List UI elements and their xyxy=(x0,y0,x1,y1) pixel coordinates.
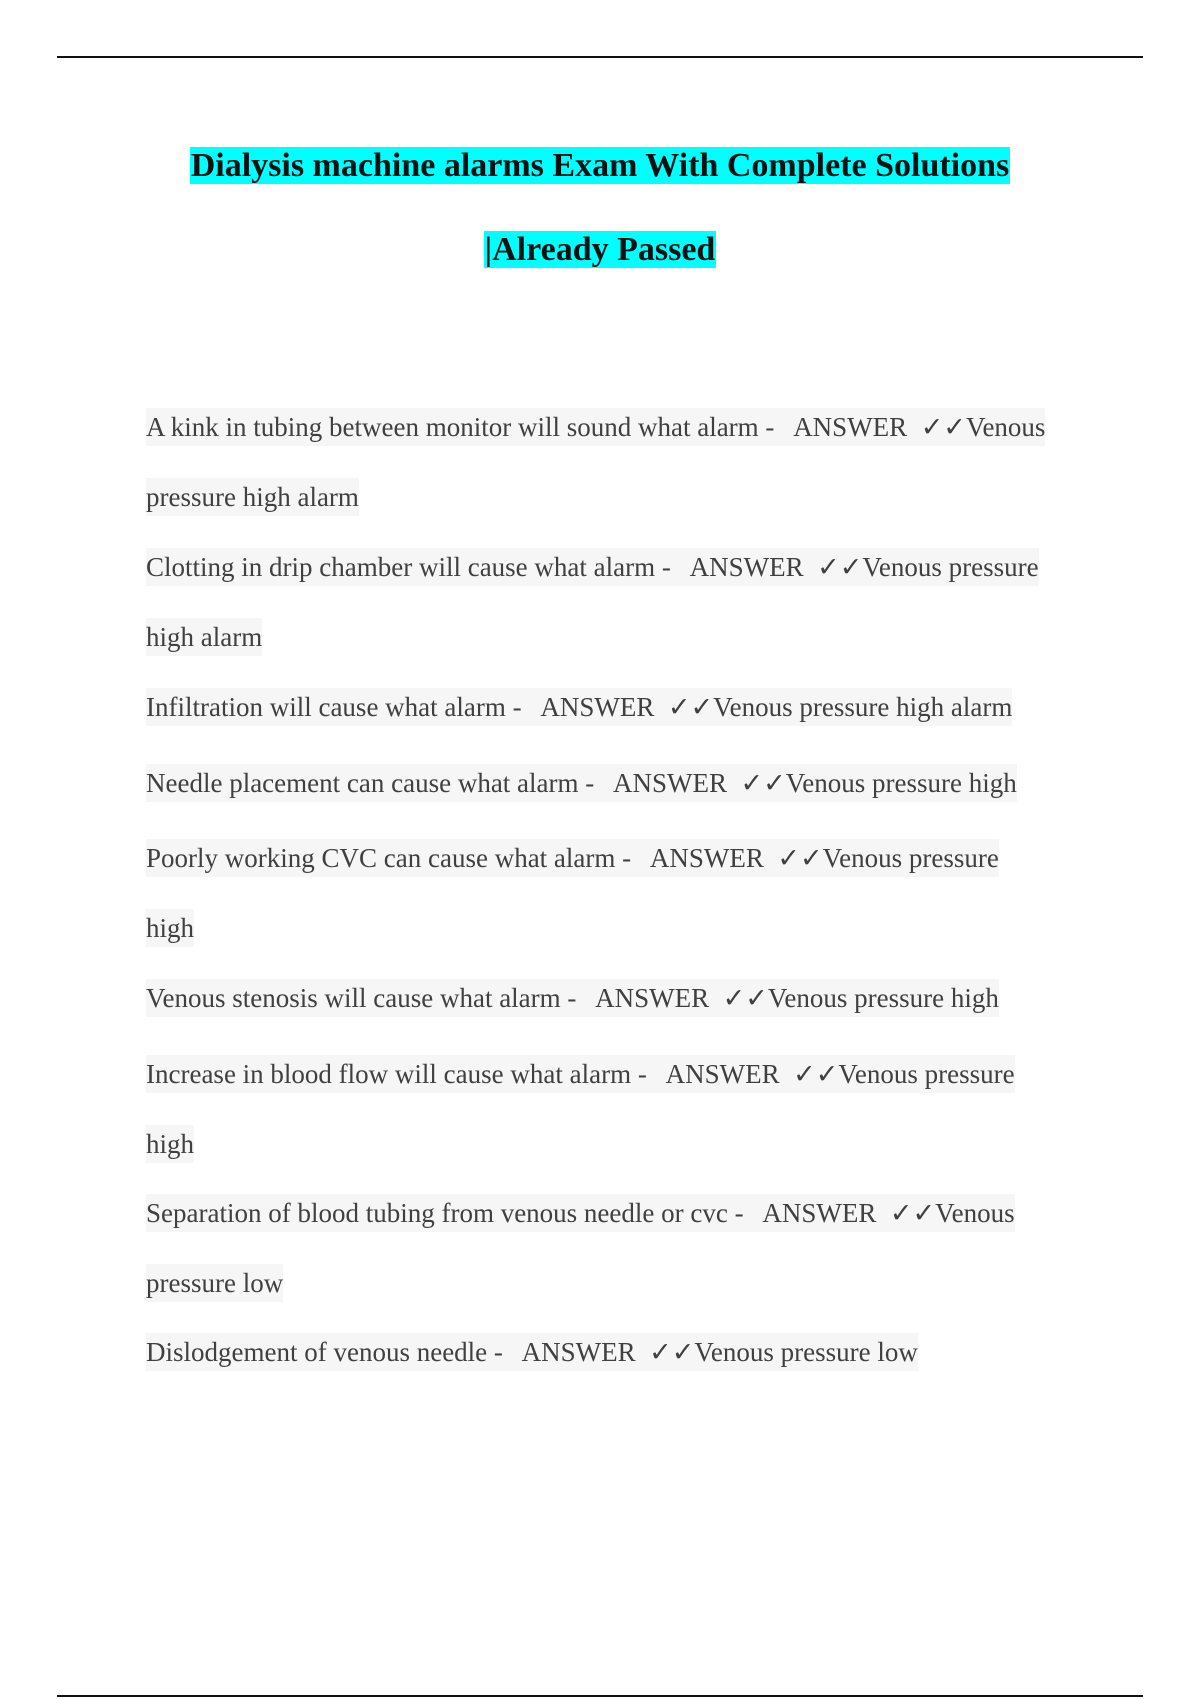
qa-item-2 xyxy=(146,532,1086,672)
answer-marker: ANSWER xyxy=(762,1198,877,1228)
question-text: Separation of blood tubing from venous needle or cvc - xyxy=(146,1198,744,1228)
check-marks: ✓✓ xyxy=(777,843,823,873)
answer-text: Venous pressure high xyxy=(767,983,999,1013)
bottom-rule xyxy=(57,1695,1143,1697)
top-rule xyxy=(57,56,1143,58)
answer-marker: ANSWER xyxy=(521,1337,636,1367)
check-marks: ✓✓ xyxy=(889,1198,936,1228)
qa-item-5 xyxy=(146,823,1046,963)
check-marks: ✓✓ xyxy=(920,412,966,442)
question-text: Increase in blood flow will cause what alarm - xyxy=(146,1059,647,1089)
answer-text: Venous pressure high alarm xyxy=(146,552,1039,652)
answer-marker: ANSWER xyxy=(613,768,728,798)
check-marks: ✓✓ xyxy=(793,1059,839,1089)
qa-item-1 xyxy=(146,392,1096,532)
answer-marker: ANSWER xyxy=(649,843,764,873)
answer-text: Venous pressure high xyxy=(146,843,999,943)
answer-marker: ANSWER xyxy=(793,412,908,442)
question-text: Clotting in drip chamber will cause what alarm - xyxy=(146,552,671,582)
question-text: A kink in tubing between monitor will sound what alarm - xyxy=(146,412,775,442)
question-text: Infiltration will cause what alarm - xyxy=(146,692,522,722)
answer-marker: ANSWER xyxy=(689,552,804,582)
document-title-line-2: |Already Passed xyxy=(484,231,716,268)
answer-text: Venous pressure high alarm xyxy=(713,692,1013,722)
answer-text: Venous pressure high xyxy=(785,768,1017,798)
answer-text: Venous pressure low xyxy=(694,1337,918,1367)
check-marks: ✓✓ xyxy=(817,552,863,582)
answer-marker: ANSWER xyxy=(665,1059,780,1089)
qa-item-3 xyxy=(146,672,1106,742)
document-title-line-1: Dialysis machine alarms Exam With Complete Solutions xyxy=(190,147,1010,184)
answer-text: Venous pressure low xyxy=(146,1198,1015,1298)
check-marks: ✓✓ xyxy=(649,1337,695,1367)
answer-marker: ANSWER xyxy=(540,692,655,722)
check-marks: ✓✓ xyxy=(740,768,786,798)
answer-marker: ANSWER xyxy=(595,983,710,1013)
qa-item-9 xyxy=(146,1317,1106,1387)
question-text: Poorly working CVC can cause what alarm - xyxy=(146,843,632,873)
qa-item-7 xyxy=(146,1039,1066,1179)
answer-text: Venous pressure high alarm xyxy=(146,412,1046,512)
answer-text: Venous pressure high xyxy=(146,1059,1015,1159)
question-text: Venous stenosis will cause what alarm - xyxy=(146,983,577,1013)
check-marks: ✓✓ xyxy=(667,692,714,722)
qa-item-8 xyxy=(146,1178,1066,1318)
qa-item-6 xyxy=(146,963,1106,1033)
check-marks: ✓✓ xyxy=(722,983,768,1013)
question-text: Needle placement can cause what alarm - xyxy=(146,768,595,798)
question-text: Dislodgement of venous needle - xyxy=(146,1337,503,1367)
qa-item-4 xyxy=(146,748,1106,818)
